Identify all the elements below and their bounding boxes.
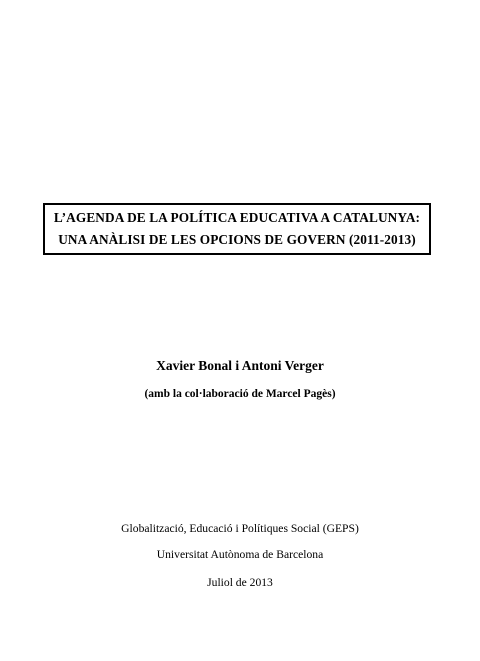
research-group: Globalització, Educació i Polítiques Social (GEPS) [121, 522, 359, 535]
university: Universitat Autònoma de Barcelona [156, 548, 324, 561]
title-line-2: UNA ANÀLISI DE LES OPCIONS DE GOVERN (2011-2013) [58, 232, 416, 247]
title-box [43, 203, 431, 255]
publication-date: Juliol de 2013 [207, 576, 273, 589]
title-line-1: L’AGENDA DE LA POLÍTICA EDUCATIVA A CATALUNYA: [53, 210, 421, 225]
authors: Xavier Bonal i Antoni Verger [156, 358, 324, 373]
collaboration-note: (amb la col·laboració de Marcel Pagès) [144, 388, 336, 400]
